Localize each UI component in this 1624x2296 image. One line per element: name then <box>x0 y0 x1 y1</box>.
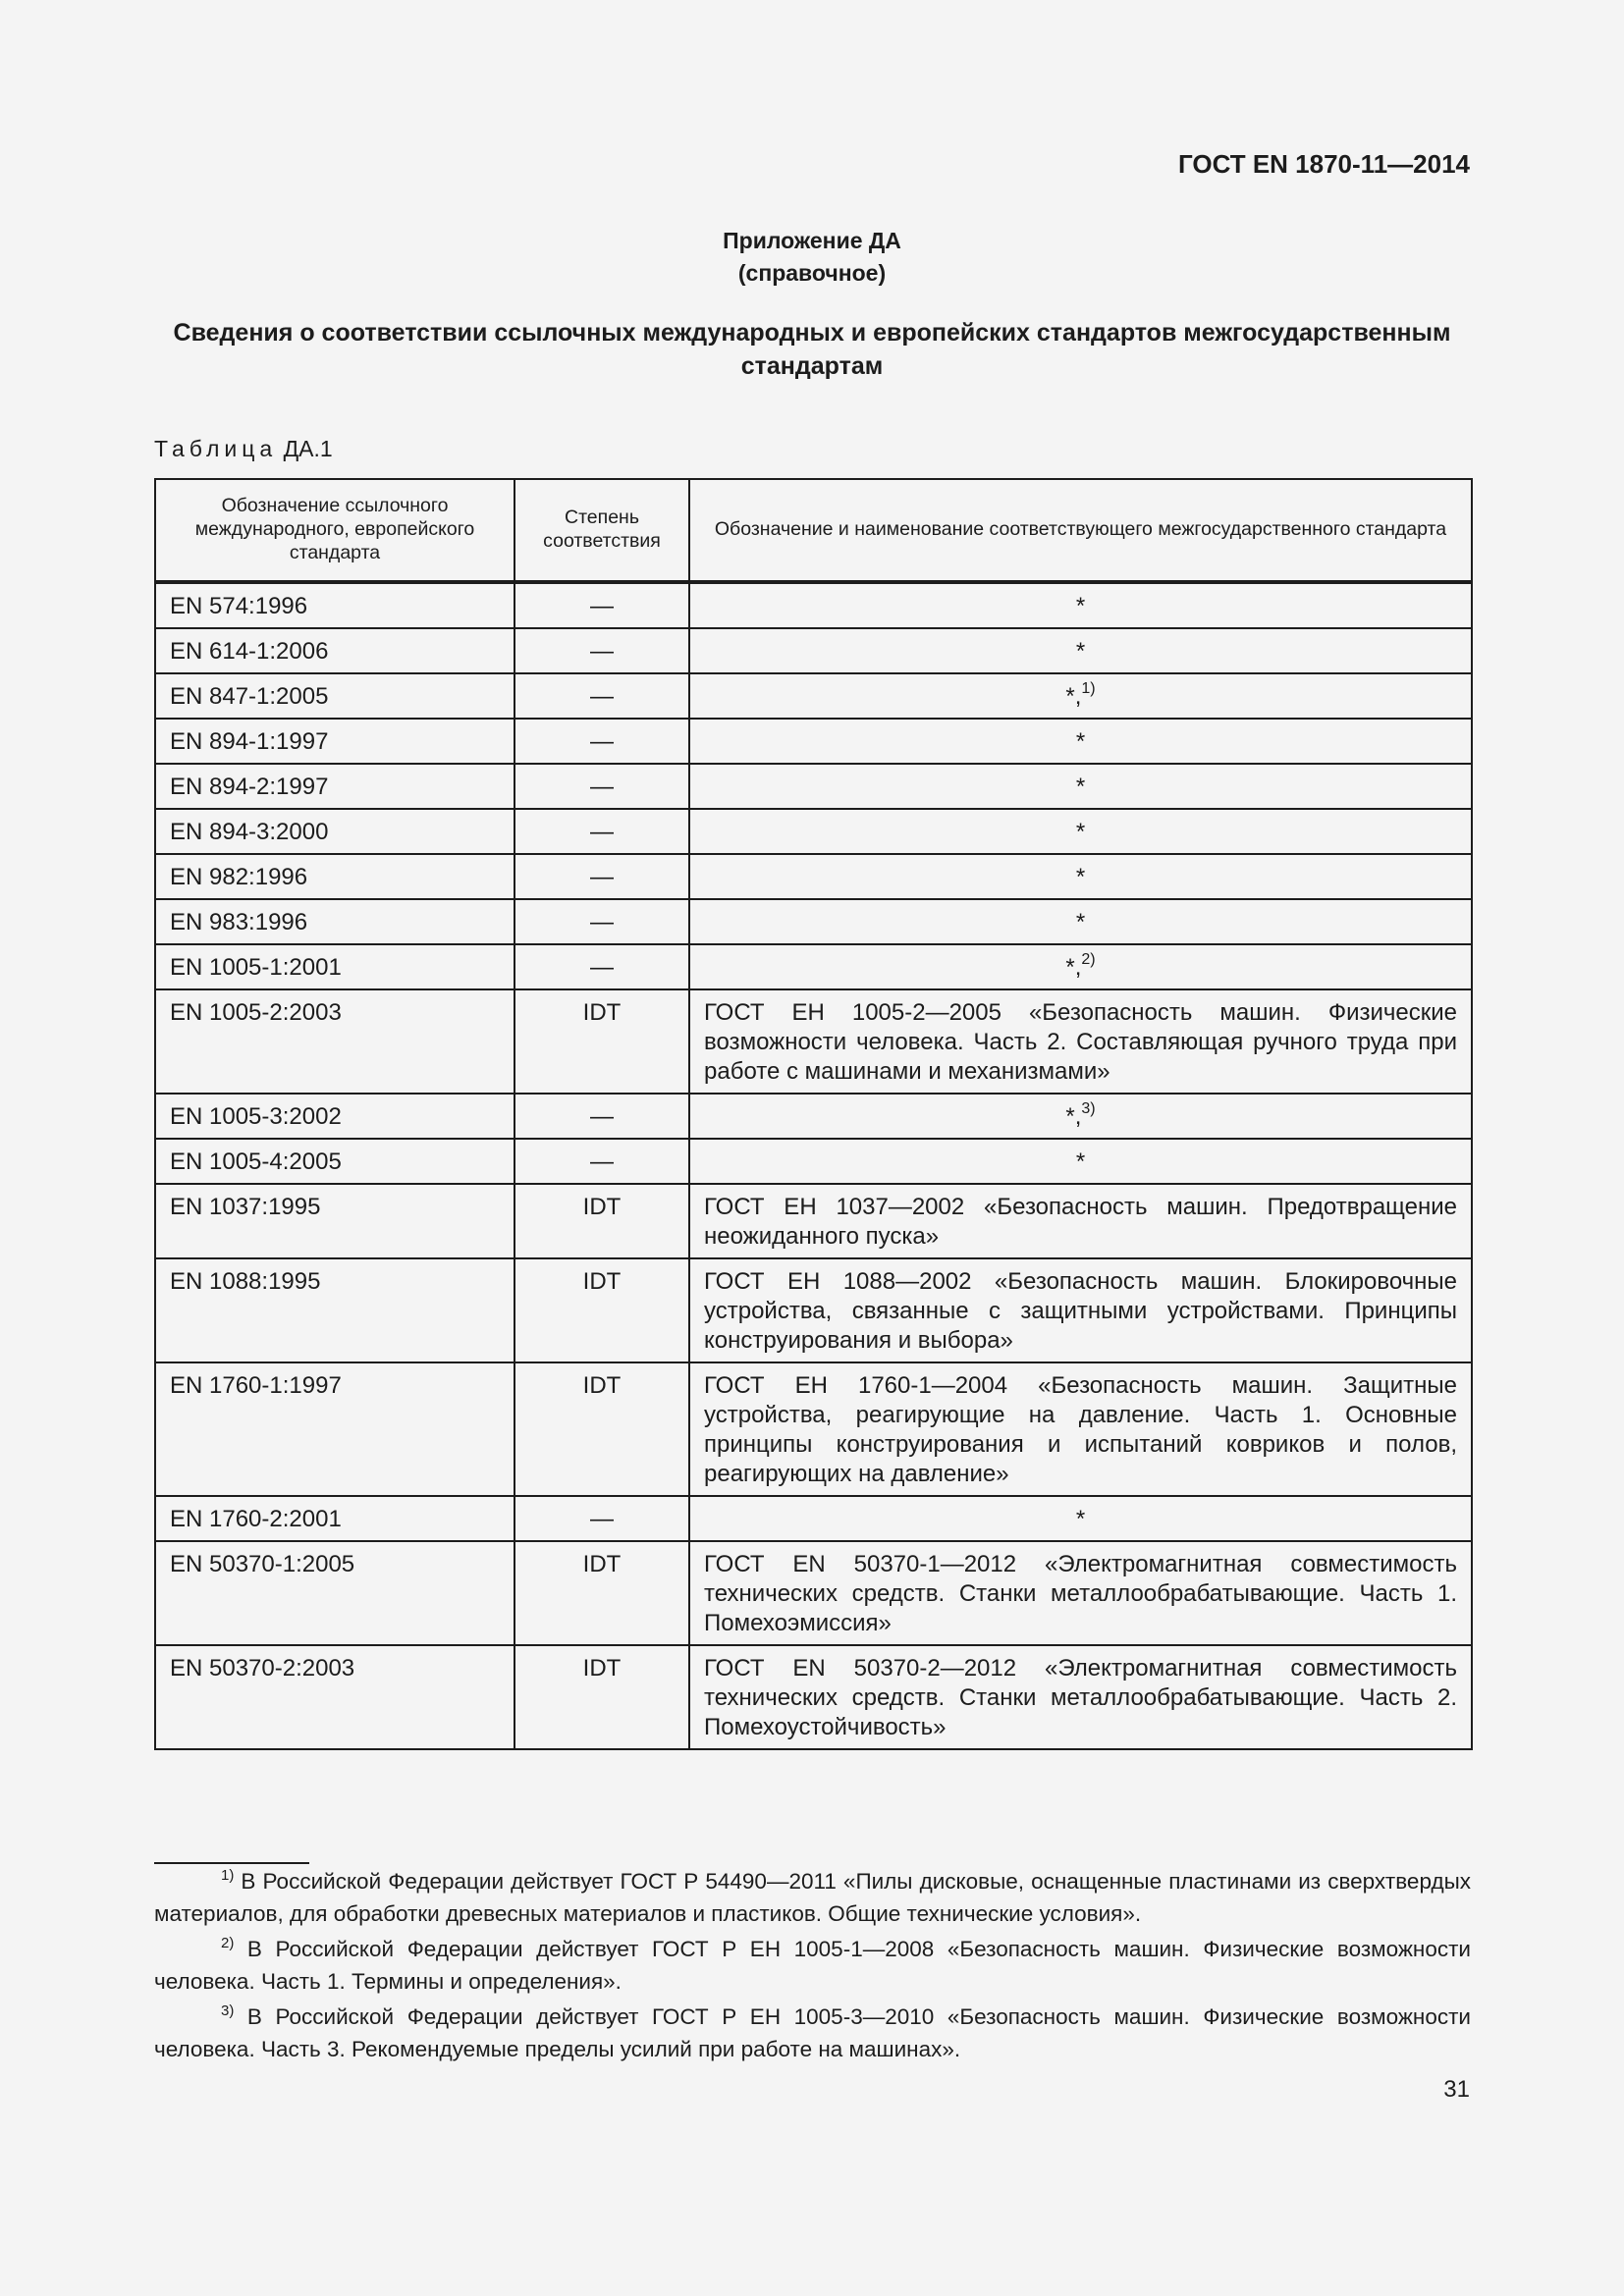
cell-gost-text: ГОСТ ЕН 1088—2002 «Безопасность машин. Блокировочные устройства, связанные с защитными устройствами. Принципы конструирования и выбора» <box>704 1268 1457 1354</box>
table-caption-number: ДА.1 <box>277 436 333 461</box>
column-header-degree: Степень соответствия <box>514 479 689 582</box>
cell-standard: EN 1037:1995 <box>155 1184 514 1258</box>
cell-gost <box>689 1139 1472 1184</box>
cell-gost-text: *, <box>1065 954 1082 981</box>
cell-degree: — <box>514 944 689 989</box>
cell-gost <box>689 1541 1472 1645</box>
column-header-gost: Обозначение и наименование соответствующего межгосударственного стандарта <box>689 479 1472 582</box>
cell-standard: EN 982:1996 <box>155 854 514 899</box>
footnote-divider <box>154 1862 309 1864</box>
cell-gost <box>689 1362 1472 1496</box>
cell-degree: — <box>514 673 689 719</box>
cell-gost <box>689 989 1472 1094</box>
cell-degree: — <box>514 1496 689 1541</box>
cell-degree: — <box>514 1094 689 1139</box>
table-row <box>155 1139 1472 1184</box>
cell-gost-text: * <box>1075 774 1086 800</box>
footnote <box>154 1865 1471 1930</box>
cell-gost <box>689 764 1472 809</box>
cell-standard: EN 1760-1:1997 <box>155 1362 514 1496</box>
cell-gost-text: *, <box>1065 683 1082 710</box>
table-caption <box>154 436 333 462</box>
cell-gost <box>689 582 1472 628</box>
footnote <box>154 2001 1471 2065</box>
cell-standard: EN 894-2:1997 <box>155 764 514 809</box>
cell-gost-text: * <box>1075 593 1086 619</box>
cell-gost <box>689 1496 1472 1541</box>
cell-standard: EN 50370-2:2003 <box>155 1645 514 1749</box>
table-row <box>155 628 1472 673</box>
cell-degree: — <box>514 582 689 628</box>
table-row <box>155 809 1472 854</box>
cell-gost-text: * <box>1075 1506 1086 1532</box>
cell-gost-text: ГОСТ EN 50370-1—2012 «Электромагнитная совместимость технических средств. Станки металлообрабатывающие. Часть 1. Помехоэмиссия» <box>704 1551 1457 1636</box>
cell-degree: IDT <box>514 1645 689 1749</box>
cell-standard: EN 50370-1:2005 <box>155 1541 514 1645</box>
cell-standard: EN 983:1996 <box>155 899 514 944</box>
cell-degree: — <box>514 628 689 673</box>
footnote-ref: 1) <box>1081 680 1096 697</box>
cell-gost <box>689 899 1472 944</box>
cell-gost-text: * <box>1075 1148 1086 1175</box>
table-row <box>155 854 1472 899</box>
cell-gost <box>689 1184 1472 1258</box>
cell-gost-text: ГОСТ ЕН 1005-2—2005 «Безопасность машин. Физические возможности человека. Часть 2. Составляющая ручного труда при работе с машинами и механизмами» <box>704 999 1457 1085</box>
cell-degree: IDT <box>514 1258 689 1362</box>
column-header-standard: Обозначение ссылочного международного, европейского стандарта <box>155 479 514 582</box>
table-row <box>155 582 1472 628</box>
annex-type: (справочное) <box>737 260 887 286</box>
cell-gost <box>689 628 1472 673</box>
cell-standard: EN 614-1:2006 <box>155 628 514 673</box>
cell-standard: EN 894-3:2000 <box>155 809 514 854</box>
cell-standard: EN 1005-4:2005 <box>155 1139 514 1184</box>
cell-gost-text: * <box>1075 638 1086 665</box>
table-caption-label: Таблица <box>154 436 278 461</box>
annex-heading: Сведения о соответствии ссылочных международных и европейских стандартов межгосударственным стандартам <box>173 319 1451 380</box>
footnote-text: В Российской Федерации действует ГОСТ Р ЕН 1005-3—2010 «Безопасность машин. Физические возможности человека. Часть 3. Рекомендуемые пределы усилий при работе на машинах». <box>154 2004 1471 2061</box>
cell-gost-text: * <box>1075 819 1086 845</box>
cell-degree: — <box>514 854 689 899</box>
table-row <box>155 899 1472 944</box>
cell-degree: IDT <box>514 1541 689 1645</box>
table-row <box>155 944 1472 989</box>
table-row <box>155 764 1472 809</box>
table-header-row <box>155 479 1472 582</box>
cell-gost-text: ГОСТ ЕН 1037—2002 «Безопасность машин. Предотвращение неожиданного пуска» <box>704 1194 1457 1250</box>
cell-standard: EN 894-1:1997 <box>155 719 514 764</box>
cell-gost-text: * <box>1075 909 1086 935</box>
cell-gost <box>689 1094 1472 1139</box>
annex-title: Приложение ДА <box>723 228 901 253</box>
footnote-mark: 3) <box>221 2002 235 2019</box>
footnotes <box>154 1865 1471 2068</box>
footnote-text: В Российской Федерации действует ГОСТ Р ЕН 1005-1—2008 «Безопасность машин. Физические возможности человека. Часть 1. Термины и определения». <box>154 1937 1471 1994</box>
footnote-text: В Российской Федерации действует ГОСТ Р 54490—2011 «Пилы дисковые, оснащенные пластинами из сверхтвердых материалов, для обработки древесных материалов и пластиков. Общие технические условия». <box>154 1869 1471 1926</box>
cell-gost <box>689 1258 1472 1362</box>
table-row <box>155 1362 1472 1496</box>
cell-degree: IDT <box>514 1362 689 1496</box>
cell-gost <box>689 944 1472 989</box>
cell-degree: IDT <box>514 989 689 1094</box>
cell-degree: — <box>514 719 689 764</box>
cell-gost-text: *, <box>1065 1103 1082 1130</box>
table-row <box>155 1184 1472 1258</box>
table-row <box>155 1496 1472 1541</box>
cell-degree: — <box>514 809 689 854</box>
footnote <box>154 1933 1471 1998</box>
annex-title-block <box>0 225 1624 290</box>
table-row <box>155 1541 1472 1645</box>
footnote-mark: 1) <box>221 1866 235 1884</box>
cell-standard: EN 1088:1995 <box>155 1258 514 1362</box>
page-number: 31 <box>1443 2076 1470 2103</box>
table-row <box>155 673 1472 719</box>
table-row <box>155 1258 1472 1362</box>
cell-degree: — <box>514 764 689 809</box>
correspondence-table <box>154 478 1473 1750</box>
cell-gost-text: ГОСТ ЕН 1760-1—2004 «Безопасность машин. Защитные устройства, реагирующие на давление. Часть 1. Основные принципы конструирования и испытаний ковриков и полов, реагирующих на давление» <box>704 1372 1457 1487</box>
cell-standard: EN 1005-3:2002 <box>155 1094 514 1139</box>
cell-standard: EN 1005-2:2003 <box>155 989 514 1094</box>
cell-degree: — <box>514 1139 689 1184</box>
cell-gost-text: * <box>1075 728 1086 755</box>
table-row <box>155 1645 1472 1749</box>
cell-degree: IDT <box>514 1184 689 1258</box>
footnote-ref: 3) <box>1081 1100 1096 1117</box>
document-code: ГОСТ EN 1870-11—2014 <box>1177 149 1470 179</box>
cell-standard: EN 1760-2:2001 <box>155 1496 514 1541</box>
table-row <box>155 989 1472 1094</box>
cell-standard: EN 1005-1:2001 <box>155 944 514 989</box>
cell-standard: EN 574:1996 <box>155 582 514 628</box>
cell-gost <box>689 719 1472 764</box>
cell-gost <box>689 854 1472 899</box>
cell-gost <box>689 809 1472 854</box>
footnote-mark: 2) <box>221 1934 235 1951</box>
cell-standard: EN 847-1:2005 <box>155 673 514 719</box>
table-row <box>155 1094 1472 1139</box>
table-row <box>155 719 1472 764</box>
cell-gost <box>689 1645 1472 1749</box>
cell-gost-text: ГОСТ EN 50370-2—2012 «Электромагнитная совместимость технических средств. Станки металлообрабатывающие. Часть 2. Помехоустойчивость» <box>704 1655 1457 1740</box>
cell-gost-text: * <box>1075 864 1086 890</box>
cell-gost <box>689 673 1472 719</box>
footnote-ref: 2) <box>1081 951 1096 968</box>
cell-degree: — <box>514 899 689 944</box>
